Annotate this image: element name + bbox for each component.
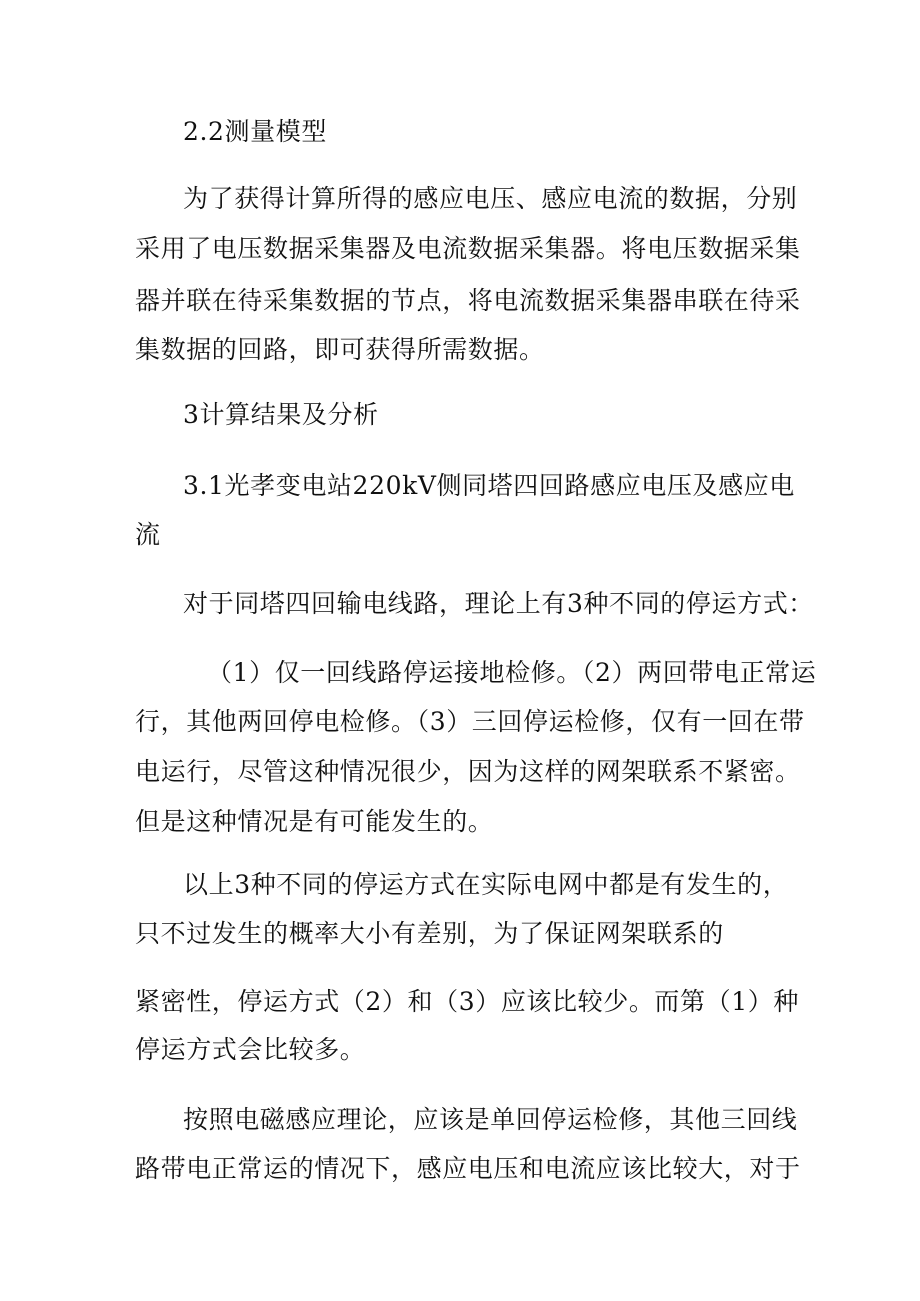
paragraph-line: （1）仅一回线路停运接地检修。（2）两回带电正常运 — [207, 658, 817, 687]
paragraph-line: 紧密性，停运方式（2）和（3）应该比较少。而第（1）种 — [135, 987, 799, 1016]
paragraph-line: 但是这种情况是有可能发生的。 — [135, 807, 494, 836]
section-3-1-heading-continued: 流 — [135, 520, 161, 549]
paragraph-line: 集数据的回路，即可获得所需数据。 — [135, 335, 545, 364]
section-3-1-heading: 3.1光孝变电站220kV侧同塔四回路感应电压及感应电 — [183, 471, 795, 500]
section-2-2-heading: 2.2测量模型 — [183, 117, 327, 146]
paragraph-line: 为了获得计算所得的感应电压、感应电流的数据，分别 — [183, 184, 798, 213]
paragraph-line: 对于同塔四回输电线路，理论上有3种不同的停运方式： — [183, 589, 814, 618]
paragraph-line: 停运方式会比较多。 — [135, 1035, 366, 1064]
paragraph-line: 电运行，尽管这种情况很少，因为这样的网架联系不紧密。 — [135, 757, 801, 786]
paragraph-line: 器并联在待采集数据的节点，将电流数据采集器串联在待采 — [135, 286, 801, 315]
section-3-heading: 3计算结果及分析 — [183, 400, 379, 429]
paragraph-line: 行，其他两回停电检修。（3）三回停运检修，仅有一回在带 — [135, 707, 805, 736]
paragraph-line: 以上3种不同的停运方式在实际电网中都是有发生的， — [183, 870, 789, 899]
paragraph-line: 按照电磁感应理论，应该是单回停运检修，其他三回线 — [183, 1105, 798, 1134]
paragraph-line: 只不过发生的概率大小有差别，为了保证网架联系的 — [135, 919, 724, 948]
paragraph-line: 采用了电压数据采集器及电流数据采集器。将电压数据采集 — [135, 234, 801, 263]
paragraph-line: 路带电正常运的情况下，感应电压和电流应该比较大，对于 — [135, 1154, 801, 1183]
